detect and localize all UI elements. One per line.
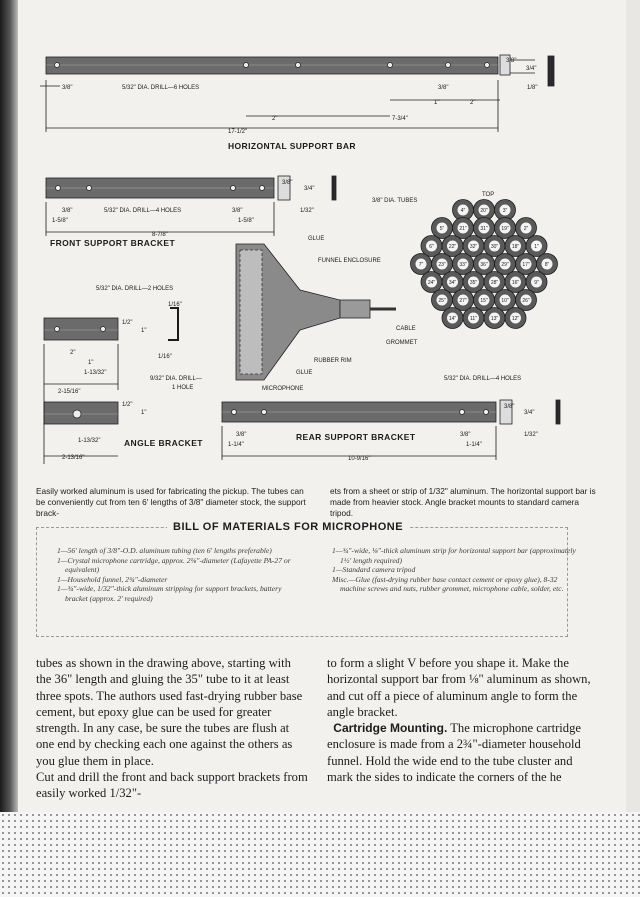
bill-of-materials [36,521,576,637]
body-right-column [327,655,600,802]
caption-left: Easily worked aluminum is used for fabricating the pickup. The tubes can be conveniently cut from ten 6' lengths of 3/8" diameter stock, the support brack- [36,486,306,518]
ab-d2516: 2-15/16" [58,389,81,395]
caption-right: ets from a sheet or strip of 1/32" aluminum. The horizontal support bar is made from heavier stock. Angle bracket mounts to standard camera tripod. [330,486,596,518]
hbar-dim-1712: 17-1/2" [228,129,248,135]
tube-number: 6" [429,244,434,250]
funnel-rubber-rim: RUBBER RIM [314,358,352,364]
bom-item: 1—Household funnel, 2¾"-diameter [57,574,168,584]
tube-number: 20" [480,208,488,214]
fbar-end-38: 3/8" [282,180,293,186]
bom-item: 1—¾"-wide, ⅛"-thick aluminum strip for horizontal support bar (approximately 1½' length required) [332,546,576,565]
tube-number: 30" [490,244,499,250]
rb-title: REAR SUPPORT BRACKET [296,432,416,442]
ab-d12: 1/2" [122,320,133,326]
ab-drill2: 5/32" DIA. DRILL—2 HOLES [96,286,174,292]
tube-number: 1" [534,244,539,250]
rb-d38: 3/8" [236,432,247,438]
ab-d116b: 1/16" [158,354,172,360]
fbar-dim-158r: 1-5/8" [238,218,254,224]
tube-number: 7" [418,262,424,268]
hbar-dim-38r: 3/8" [438,85,449,91]
tube-number: 36" [480,262,488,268]
tube-number: 27" [459,298,467,304]
tube-number: 2" [523,226,529,232]
tube-number: 5" [439,226,445,232]
tube-number: 32" [469,244,478,250]
fbar-dim-132: 1/32" [300,208,314,214]
fbar-drill-note: 5/32" DIA. DRILL—4 HOLES [104,208,182,214]
ab-d116: 1/16" [168,302,182,308]
rb-drill: 5/32" DIA. DRILL—4 HOLES [444,376,522,382]
fbar-dim-38: 3/8" [62,208,73,214]
horizontal-bar [46,57,498,74]
bom-item: 1—Standard camera tripod [332,565,416,575]
rb-d114: 1-1/4" [228,442,244,448]
hbar-end-38: 3/8" [506,58,517,64]
hbar-dim-18: 1/8" [527,85,538,91]
hbar-dim-2: 2" [272,116,278,122]
tube-number: 9" [534,280,539,286]
ab-d1: 1" [141,328,147,334]
bom-item: 1—56' length of 3/8"-O.D. aluminum tubing (ten 6' lengths preferable) [57,546,272,555]
tube-number: 25" [438,298,446,304]
fbar-dim-878: 8-7/8" [152,232,168,238]
tube-number: 15" [480,298,488,304]
scan-dot-pattern [0,812,640,897]
fbar-title: FRONT SUPPORT BRACKET [50,238,176,248]
top-label: TOP [482,192,495,198]
bom-item: 1—Crystal microphone cartridge, approx. 2⅛"-diameter (Lafayette PA-27 or equivalent) [57,555,291,575]
hbar-dim-734: 7-3/4" [392,116,408,122]
tube-number: 31" [480,226,488,232]
rb-d114r: 1-1/4" [466,442,482,448]
tube-number: 33" [459,262,467,268]
bom-item: Misc.—Glue (fast-drying rubber base contact cement or epoxy glue), 8-32 machine screws and nuts, rubber grommet, microphone cable, solder, etc. [332,574,564,594]
body-left-column: tubes as shown in the drawing above, starting with the 36" length and gluing the 35" tube to it at least three spots. The authors used fast-drying rubber base cement, but epoxy glue can be used for greater strength. In any case, be sure the tubes are flush at one end by checking each one against the others as you glue them in place. Cut and drill the front and back support brackets from easily worked 1/32"- [36,656,308,801]
hbar-title: HORIZONTAL SUPPORT BAR [228,141,356,151]
funnel-enclosure: FUNNEL ENCLOSURE [318,258,381,264]
rb-d10916: 10-9/16" [348,456,371,462]
tube-number: 35" [469,280,478,286]
article-body [36,655,600,802]
tube-number: 4" [460,208,466,214]
section-heading: Cartridge Mounting. [333,721,448,736]
ab-d1b2: 1" [141,410,147,416]
hbar-drill-note: 5/32" DIA. DRILL—6 HOLES [122,85,200,91]
funnel-grommet: GROMMET [386,340,418,346]
ab-one-hole: 1 HOLE [172,385,194,391]
tube-number: 34" [448,280,457,286]
tube-number: 13" [490,316,499,322]
fbar-end-34: 3/4" [304,186,315,192]
tube-number: 8" [544,262,550,268]
ab-d12b: 1/2" [122,402,133,408]
tube-number: 22" [448,244,457,250]
bom-right-column [332,546,577,604]
tube-number: 10" [501,298,509,304]
ab-d21316: 2-13/16" [62,455,85,461]
ab-d1332b: 1-13/32" [78,438,101,444]
tube-number: 16" [511,280,520,286]
hbar-end-34: 3/4" [526,66,537,72]
tube-number: 23" [438,262,446,268]
funnel-cable: CABLE [396,326,416,332]
hbar-dim-2b: 2" [470,100,476,106]
tube-number: 18" [511,244,520,250]
tube-number: 24" [427,280,436,286]
body-right-para1: to form a slight V before you shape it. Make the horizontal support bar from ⅛" aluminum as shown, and cut off a piece of aluminum angle to form the angle bracket. [327,656,591,719]
rb-end-38: 3/8" [504,404,515,410]
hbar-dim-1: 1" [434,100,440,106]
funnel-glue2: GLUE [296,370,313,376]
tube-cluster [411,200,558,329]
tube-number: 17" [522,262,530,268]
tube-number: 14" [448,316,457,322]
rb-end-34: 3/4" [524,410,535,416]
figure-caption [36,486,600,519]
bom-left-column [57,546,302,604]
body-right-para2: The microphone cartridge enclosure is made from a 2¾"-diameter household funnel. Hold the wide end to the tube cluster and mark the sides to indicate the corners of the he [327,721,581,785]
rb-d132: 1/32" [524,432,538,438]
funnel-microphone: MICROPHONE [262,386,304,392]
ab-title: ANGLE BRACKET [124,438,203,448]
tube-number: 19" [501,226,509,232]
ab-d1332: 1-13/32" [84,370,107,376]
funnel-glue: GLUE [308,236,325,242]
tube-number: 12" [511,316,520,322]
tube-number: 21" [459,226,467,232]
hbar-dim-left: 3/8" [62,85,73,91]
ab-d2: 2" [70,350,76,356]
bom-title: BILL OF MATERIALS FOR MICROPHONE [167,521,409,533]
ab-drill932: 9/32" DIA. DRILL— [150,376,202,382]
tubes-label: 3/8" DIA. TUBES [372,198,418,204]
tube-number: 3" [502,208,508,214]
fbar-dim-158: 1-5/8" [52,218,68,224]
tube-number: 11" [470,316,477,322]
tube-number: 29" [501,262,509,268]
tube-number: 28" [490,280,499,286]
bom-item: 1—¾"-wide, 1/32"-thick aluminum stripping for support brackets, battery bracket (approx. 2' required) [57,584,282,603]
fbar-dim-38r: 3/8" [232,208,243,214]
ab-d1b: 1" [88,360,94,366]
rb-d38r: 3/8" [460,432,471,438]
tube-number: 26" [522,298,530,304]
